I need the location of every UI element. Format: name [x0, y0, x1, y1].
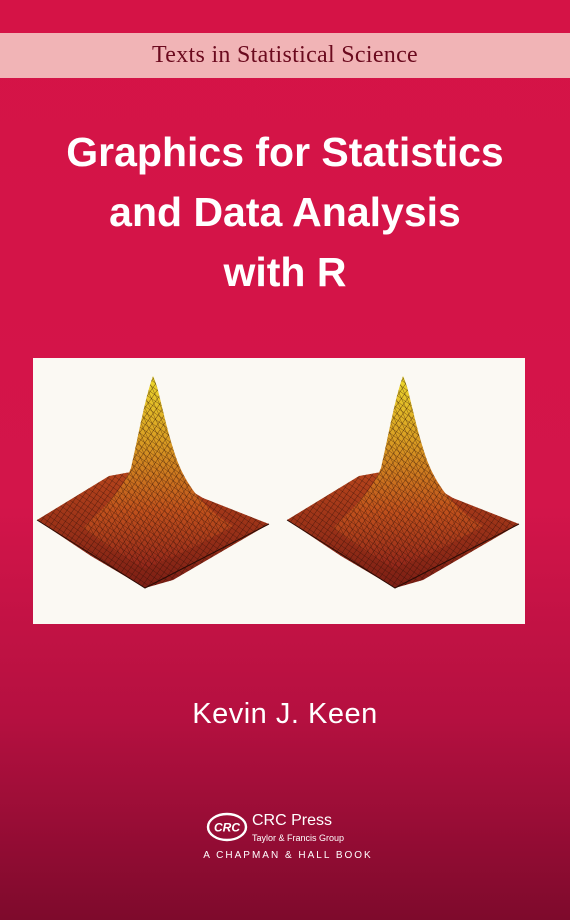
title-line-3: with R	[223, 249, 347, 295]
imprint-line: A CHAPMAN & HALL BOOK	[203, 850, 373, 861]
series-name: Texts in Statistical Science	[152, 42, 418, 68]
surface-plot-left	[37, 376, 269, 588]
book-title	[0, 122, 570, 302]
cover-figure	[33, 358, 525, 624]
surface-plot-right	[287, 376, 519, 588]
title-line-1: Graphics for Statistics	[66, 129, 504, 175]
publisher-block	[188, 808, 388, 868]
publisher-group: Taylor & Francis Group	[252, 833, 345, 843]
title-line-2: and Data Analysis	[109, 189, 461, 235]
publisher-name: CRC Press	[252, 812, 333, 829]
series-band	[0, 33, 570, 78]
logo-text: CRC	[214, 820, 240, 835]
crc-press-logo-icon	[206, 812, 248, 842]
author-name: Kevin J. Keen	[192, 698, 378, 730]
